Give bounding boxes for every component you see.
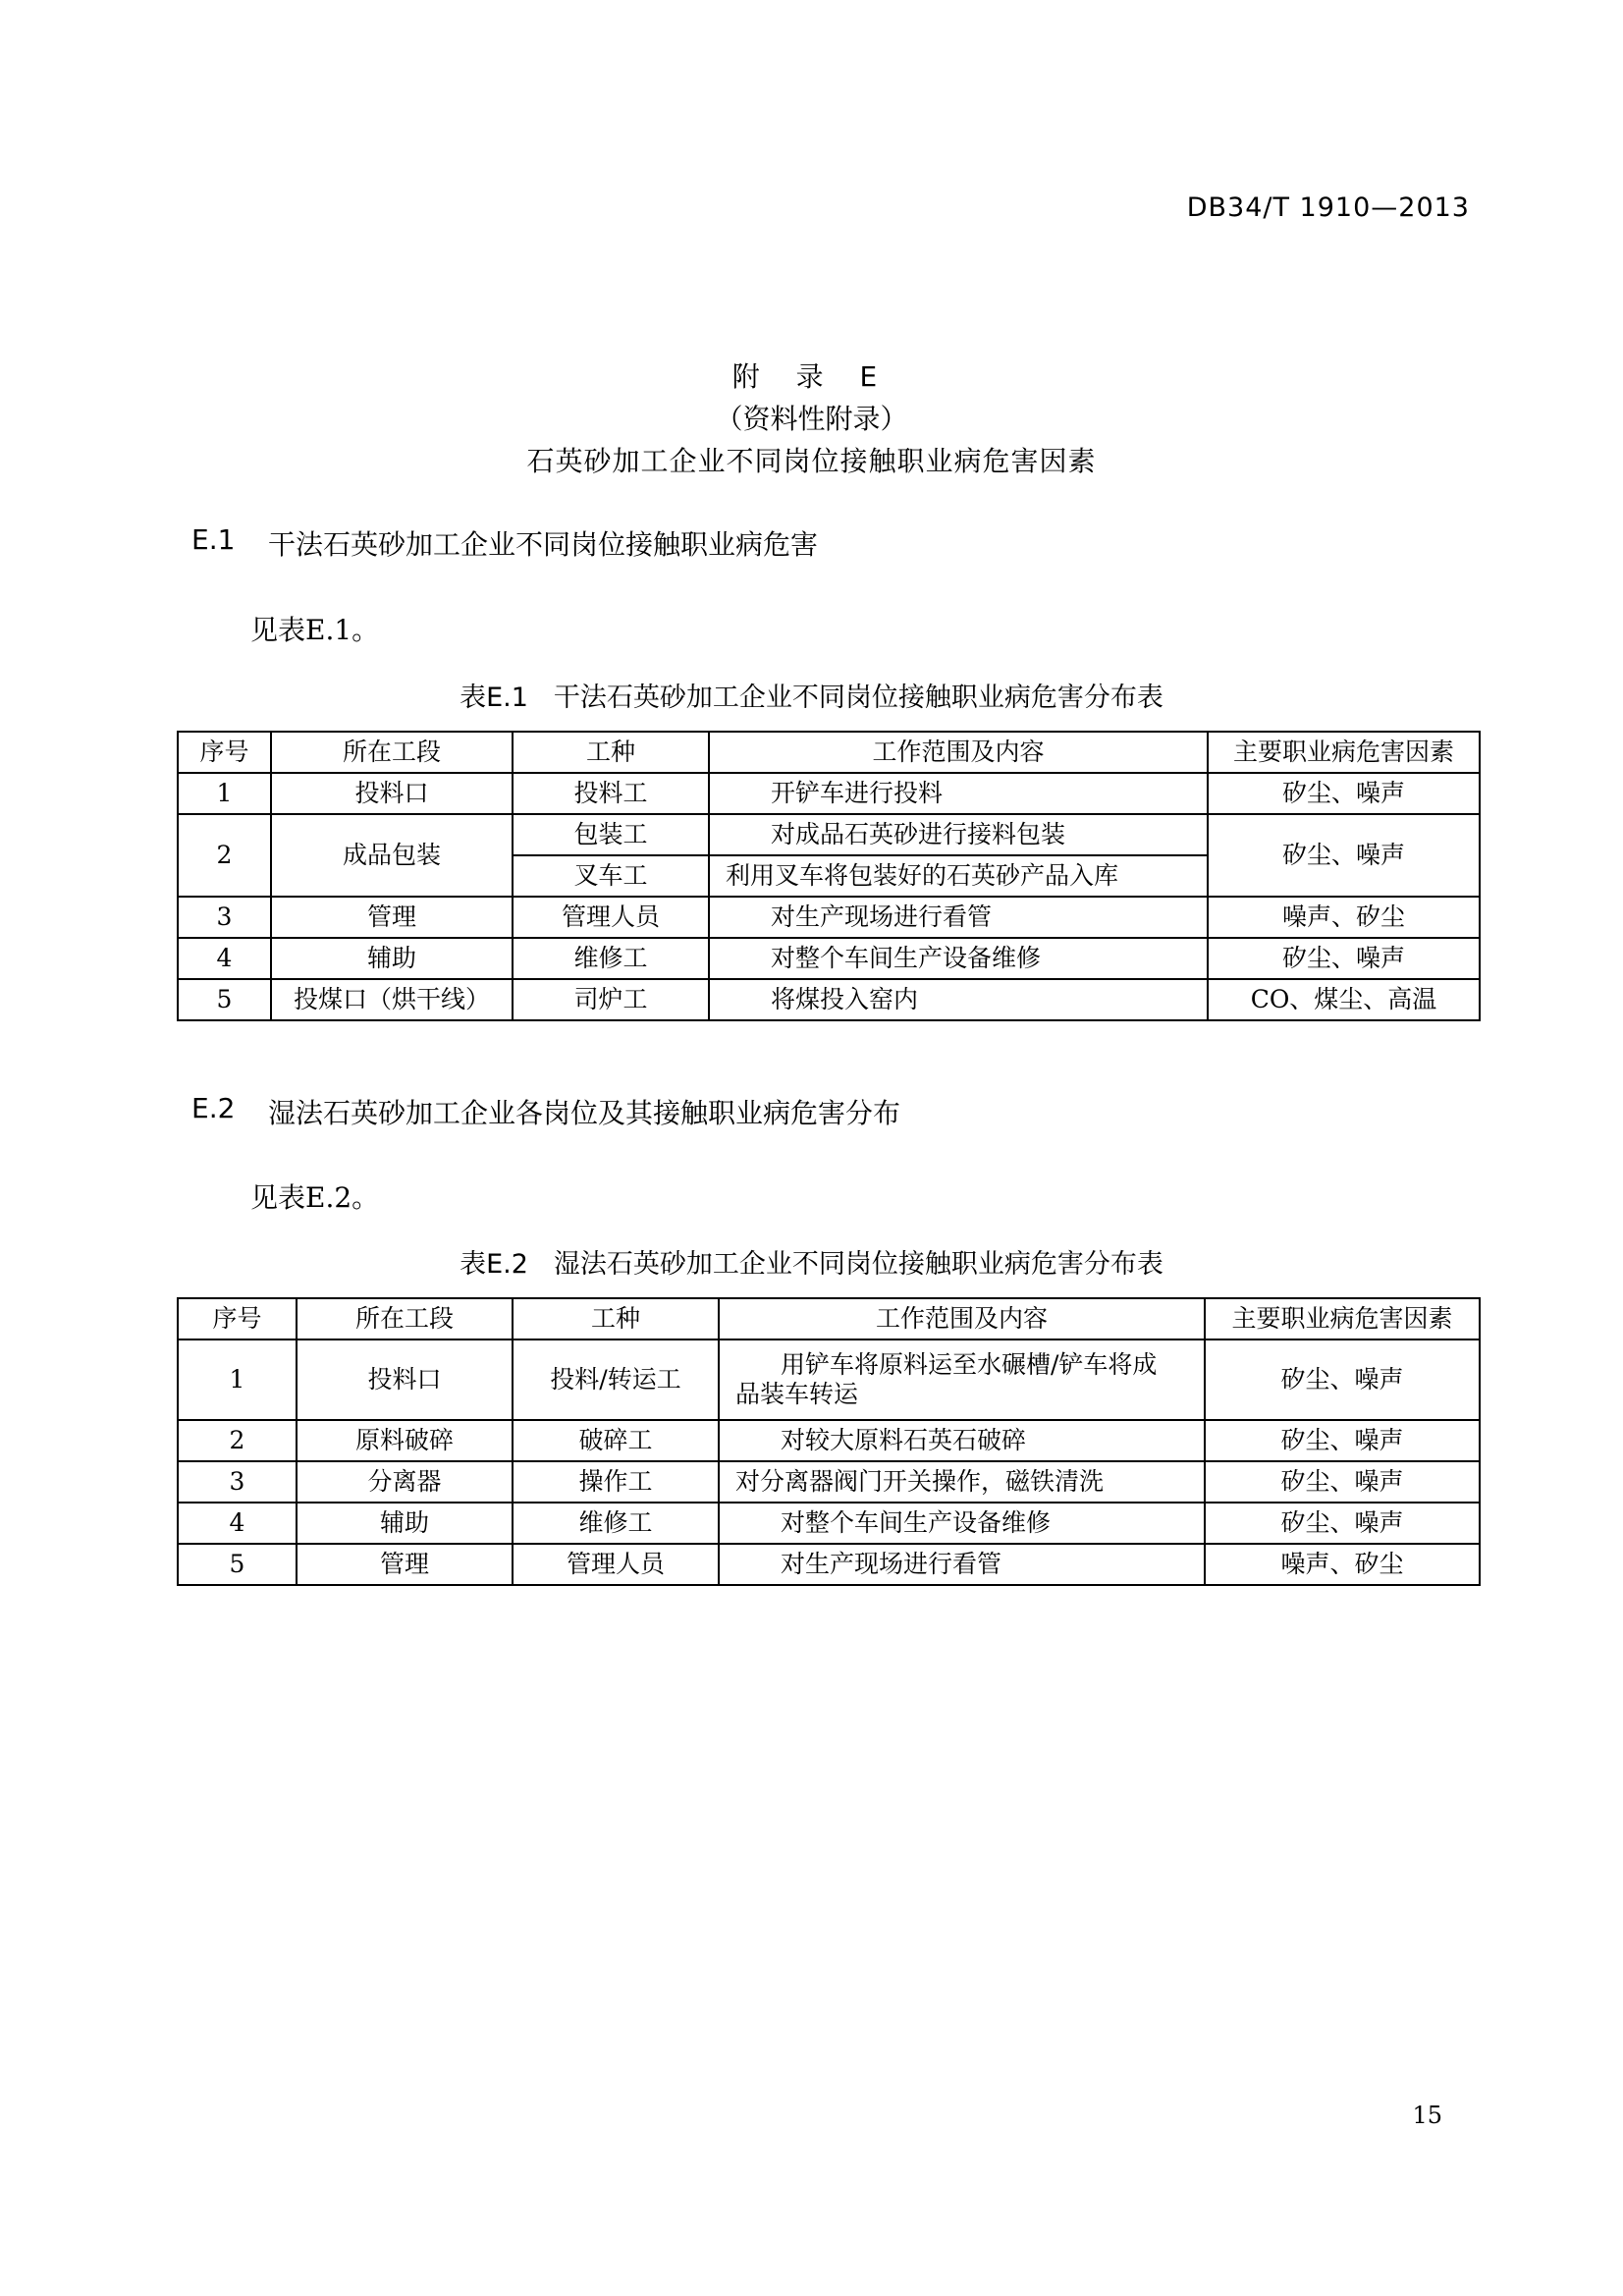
cell-job: 操作工 [513,1461,719,1503]
cell-hazard: 噪声、矽尘 [1205,1544,1480,1585]
appendix-title: 附 录 E [731,360,892,393]
cell-content: 将煤投入窑内 [709,979,1208,1020]
document-code: DB34/T 1910—2013 [1186,192,1470,223]
cell-no: 4 [178,1503,297,1544]
cell-no: 3 [178,1461,297,1503]
cell-no: 1 [178,773,271,814]
cell-section: 投料口 [297,1339,513,1420]
cell-job: 维修工 [513,1503,719,1544]
table-row [178,1420,1480,1461]
table-caption-title: 干法石英砂加工企业不同岗位接触职业病危害分布表 [553,683,1163,713]
cell-hazard: 矽尘、噪声 [1208,814,1480,897]
cell-hazard: 矽尘、噪声 [1205,1503,1480,1544]
table-row [178,773,1480,814]
section-heading-e2 [191,1092,900,1131]
cell-content-line: 用铲车将原料运至水碾槽/铲车将成 [781,1350,1158,1379]
table-caption-number: 表E.2 [460,1249,528,1280]
cell-no: 2 [178,814,271,897]
table-row [178,938,1480,979]
table-row [178,1461,1480,1503]
cell-content: 对整个车间生产设备维修 [719,1503,1205,1544]
section-title: 湿法石英砂加工企业各岗位及其接触职业病危害分布 [268,1097,901,1129]
cell-job: 司炉工 [513,979,709,1020]
cell-content: 对成品石英砂进行接料包装 [709,814,1208,855]
cell-content: 对整个车间生产设备维修 [709,938,1208,979]
column-header: 所在工段 [271,732,513,773]
section-number: E.2 [191,1092,236,1124]
cell-job: 管理人员 [513,1544,719,1585]
table-caption-e1 [0,676,1623,714]
section-title: 干法石英砂加工企业不同岗位接触职业病危害 [268,528,819,561]
cell-job: 投料工 [513,773,709,814]
cell-section: 成品包装 [271,814,513,897]
table-header-row [178,1298,1480,1339]
cell-section: 辅助 [271,938,513,979]
cell-content [719,1339,1205,1420]
table-row [178,1503,1480,1544]
cell-job: 叉车工 [513,855,709,897]
section-paragraph: 见表E.2。 [250,1181,380,1214]
table-header-row [178,732,1480,773]
column-header: 工种 [513,732,709,773]
cell-section: 管理 [297,1544,513,1585]
cell-section: 投煤口（烘干线） [271,979,513,1020]
cell-section: 投料口 [271,773,513,814]
column-header: 主要职业病危害因素 [1208,732,1480,773]
cell-content: 开铲车进行投料 [709,773,1208,814]
cell-hazard: 矽尘、噪声 [1208,938,1480,979]
cell-section: 分离器 [297,1461,513,1503]
table-row [178,1339,1480,1420]
cell-content: 对分离器阀门开关操作，磁铁清洗 [719,1461,1205,1503]
table-row [178,897,1480,938]
section-paragraph: 见表E.1。 [250,614,380,646]
cell-job: 包装工 [513,814,709,855]
column-header: 工种 [513,1298,719,1339]
cell-section: 原料破碎 [297,1420,513,1461]
table-caption-e2 [0,1242,1623,1281]
table-caption-title: 湿法石英砂加工企业不同岗位接触职业病危害分布表 [553,1249,1163,1280]
cell-job: 维修工 [513,938,709,979]
cell-hazard: 噪声、矽尘 [1208,897,1480,938]
appendix-subtitle: （资料性附录） [715,403,908,435]
table-caption-number: 表E.1 [460,683,528,713]
section-heading-e1 [191,523,818,563]
column-header: 工作范围及内容 [719,1298,1205,1339]
cell-no: 5 [178,1544,297,1585]
cell-content: 利用叉车将包装好的石英砂产品入库 [709,855,1208,897]
cell-hazard: 矽尘、噪声 [1205,1420,1480,1461]
cell-section: 辅助 [297,1503,513,1544]
column-header: 序号 [178,732,271,773]
cell-hazard: 矽尘、噪声 [1205,1461,1480,1503]
cell-job: 投料/转运工 [513,1339,719,1420]
cell-no: 2 [178,1420,297,1461]
cell-job: 管理人员 [513,897,709,938]
table-row [178,1544,1480,1585]
page-number: 15 [1412,2102,1442,2129]
appendix-main-title: 石英砂加工企业不同岗位接触职业病危害因素 [526,445,1097,477]
cell-content: 对生产现场进行看管 [709,897,1208,938]
cell-job: 破碎工 [513,1420,719,1461]
table-e2 [177,1297,1481,1586]
table-row [178,814,1480,855]
cell-hazard: CO、煤尘、高温 [1208,979,1480,1020]
column-header: 序号 [178,1298,297,1339]
cell-no: 4 [178,938,271,979]
cell-hazard: 矽尘、噪声 [1205,1339,1480,1420]
cell-section: 管理 [271,897,513,938]
cell-hazard: 矽尘、噪声 [1208,773,1480,814]
cell-content: 对生产现场进行看管 [719,1544,1205,1585]
cell-content-line: 品装车转运 [735,1380,859,1408]
cell-content: 对较大原料石英石破碎 [719,1420,1205,1461]
table-row [178,979,1480,1020]
section-number: E.1 [191,523,236,556]
cell-no: 1 [178,1339,297,1420]
cell-no: 3 [178,897,271,938]
column-header: 所在工段 [297,1298,513,1339]
cell-no: 5 [178,979,271,1020]
table-e1 [177,731,1481,1021]
column-header: 主要职业病危害因素 [1205,1298,1480,1339]
column-header: 工作范围及内容 [709,732,1208,773]
